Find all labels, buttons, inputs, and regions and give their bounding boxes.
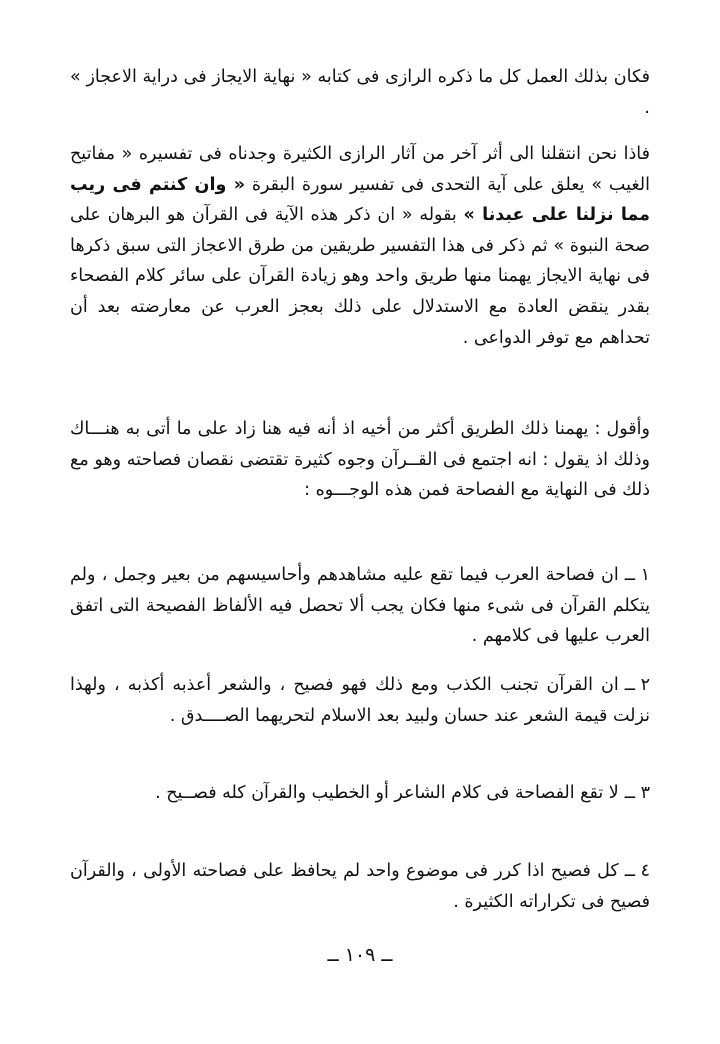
list-item-4-text: كل فصيح اذا كرر فى موضوع واحد لم يحافظ على فصاحته الأولى ، والقرآن فصيح فى تكراراته الكثيرة . xyxy=(70,861,650,912)
paragraph-2-after: بقوله « ان ذكر هذه الآية فى القرآن هو البرهان على صحة النبوة » ثم ذكر فى هذا التفسير طريقين من طرق الاعجاز التى سبق ذكرها فى نهاية الايجاز يهمنا منها طريق واحد وهو زيادة القرآن على سائر كلام الفصحاء بقدر ينقض العادة مع الاستدلال على ذلك بعجز العرب عن معارضته بعد أن تحداهم مع توفر الدواعى . xyxy=(70,205,650,348)
paragraph-2-text xyxy=(70,139,650,353)
quran-quote: « وان كنتم فى ريب مما نزلنا على عبدنا » xyxy=(70,174,650,226)
list-item-4-number: ٤ ــ xyxy=(624,861,650,881)
list-item-1 xyxy=(70,560,650,652)
paragraph-1-text: فكان بذلك العمل كل ما ذكره الرازى فى كتابه « نهاية الايجاز فى دراية الاعجاز » . xyxy=(70,67,650,118)
paragraph-2-before: فاذا نحن انتقلنا الى أثر آخر من آثار الرازى الكثيرة وجدناه فى تفسيره « مفاتيح الغيب » يعلق على آية التحدى فى تفسير سورة البقرة xyxy=(70,144,650,195)
list-item-2 xyxy=(70,670,650,731)
paragraph-3 xyxy=(70,414,650,506)
page-number: ــ ١٠٩ ــ xyxy=(327,944,393,966)
list-item-1-text: ان فصاحة العرب فيما تقع عليه مشاهدهم وأحاسيسهم من بعير وجمل ، ولم يتكلم القرآن فى شىء منها فكان يجب ألا تحصل فيه الألفاظ الفصيحة التى اتفق العرب عليها فى كلامهم . xyxy=(70,565,650,647)
list-item-3-number: ٣ ــ xyxy=(624,783,650,803)
list-item-3-text: لا تقع الفصاحة فى كلام الشاعر أو الخطيب والقرآن كله فصــيح . xyxy=(155,783,619,803)
list-item-4 xyxy=(70,856,650,917)
list-item-2-number: ٢ ــ xyxy=(624,675,650,695)
list-item-2-text: ان القرآن تجنب الكذب ومع ذلك فهو فصيح ، والشعر أعذبه أكذبه ، ولهذا نزلت قيمة الشعر عند حسان ولبيد بعد الاسلام لتحريهما الصــــدق . xyxy=(70,675,650,726)
paragraph-1 xyxy=(70,62,650,123)
paragraph-2 xyxy=(70,139,650,353)
paragraph-3-text: وأقول : يهمنا ذلك الطريق أكثر من أخيه اذ أنه فيه هنا زاد على ما أتى به هنـــاك وذلك اذ يقول : انه اجتمع فى القــرآن وجوه كثيرة تقتضى نقصان فصاحته وهو مع ذلك فى النهاية مع الفصاحة فمن هذه الوجـــوه : xyxy=(70,419,650,501)
list-item-3 xyxy=(70,778,650,809)
list-item-1-number: ١ ــ xyxy=(624,565,650,585)
